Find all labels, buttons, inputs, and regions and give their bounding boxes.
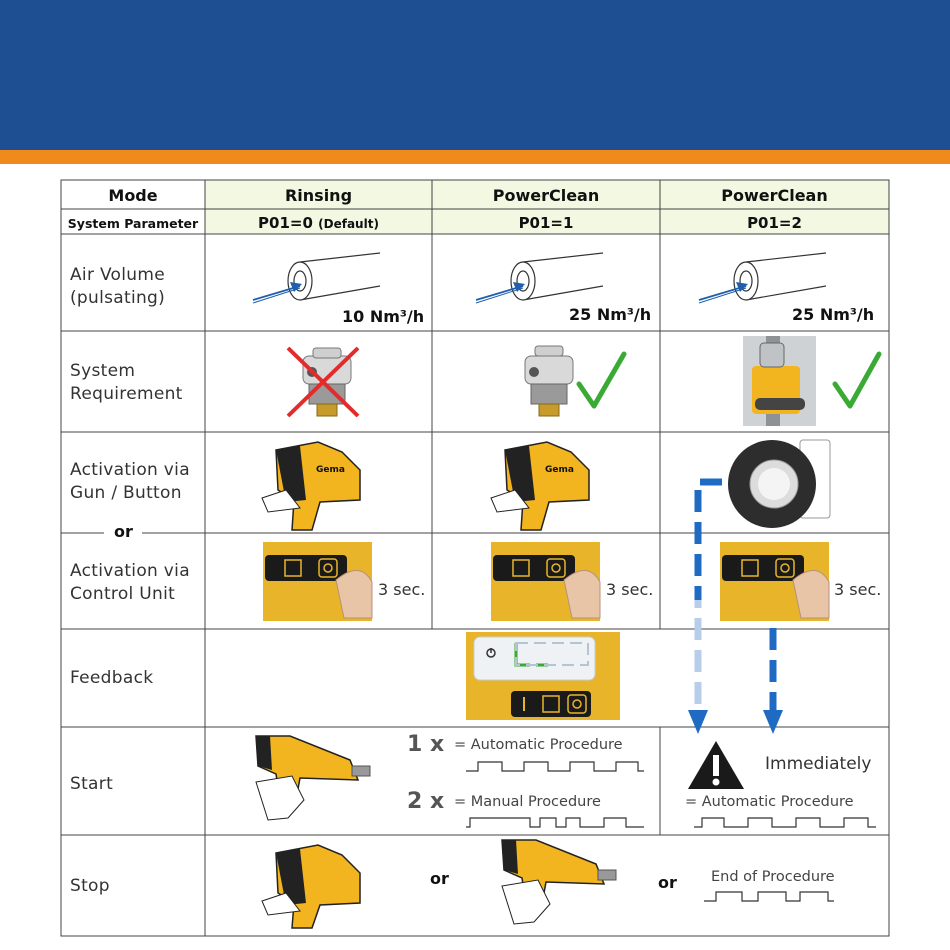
- stop-end-text: End of Procedure: [711, 869, 835, 885]
- start-automatic-text: = Automatic Procedure: [685, 794, 854, 810]
- check-icon: [579, 354, 624, 406]
- gun-brand-label-2: Gema: [545, 465, 574, 475]
- pipe-illustration-1: [253, 253, 380, 303]
- valve-illustration-1: [303, 348, 351, 416]
- pulse-wave-automatic: [466, 762, 644, 771]
- duration-col1: 3 sec.: [378, 580, 426, 599]
- row-label-activation-control: Activation via Control Unit: [70, 561, 190, 604]
- start-immediately: Immediately: [765, 754, 872, 774]
- gun-brand-label-1: Gema: [316, 465, 345, 475]
- spray-gun-illustration-stop: [502, 840, 616, 924]
- row-label-feedback: Feedback: [70, 668, 154, 688]
- parameter-col2: P01=1: [518, 214, 574, 232]
- dashed-arrow-dark: [763, 628, 783, 734]
- start-once-text: = Automatic Procedure: [454, 737, 623, 753]
- air-volume-col2: 25 Nm³/h: [569, 305, 652, 324]
- control-panel-1: [263, 542, 372, 621]
- header-powerclean-1: PowerClean: [492, 186, 600, 205]
- feedback-display: [466, 632, 620, 720]
- pulse-wave-immediate: [694, 818, 876, 827]
- pulse-wave-end: [704, 892, 834, 901]
- parameter-col1: [205, 214, 432, 232]
- or-separator: or: [114, 522, 133, 541]
- row-label-start: Start: [70, 774, 114, 794]
- control-panel-2: [491, 542, 600, 621]
- check-icon: [835, 354, 879, 406]
- parameter-col1-note: (Default): [318, 217, 379, 231]
- air-volume-col1: 10 Nm³/h: [342, 307, 425, 326]
- header-rinsing: Rinsing: [284, 186, 353, 205]
- pipe-illustration-3: [699, 253, 826, 303]
- row-label-stop: Stop: [70, 876, 110, 896]
- warning-icon: [688, 741, 744, 789]
- dashed-arrow-light: [688, 482, 722, 734]
- row-label-air-volume: Air Volume (pulsating): [70, 265, 166, 308]
- control-panel-3: [720, 542, 829, 621]
- header-mode: Mode: [108, 186, 158, 205]
- row-label-system-requirement: System Requirement: [70, 361, 183, 404]
- gun-button-illustration-1: [262, 442, 360, 530]
- system-parameter-label: System Parameter: [67, 216, 199, 231]
- air-volume-col3: 25 Nm³/h: [792, 305, 875, 324]
- valve-illustration-2: [525, 346, 573, 416]
- stop-or-2: or: [658, 873, 677, 892]
- start-twice-text: = Manual Procedure: [454, 794, 601, 810]
- start-once: 1 x: [407, 732, 445, 757]
- row-label-activation-gun: Activation via Gun / Button: [70, 460, 190, 503]
- gun-button-illustration-2: [491, 442, 589, 530]
- duration-col2: 3 sec.: [606, 580, 654, 599]
- gun-button-illustration-stop: [262, 845, 360, 928]
- remote-button-illustration: [728, 440, 830, 528]
- parameter-col1-value: P01=0: [258, 214, 313, 232]
- pulse-wave-manual: [466, 818, 644, 827]
- pipe-illustration-2: [476, 253, 603, 303]
- stop-or-1: or: [430, 869, 449, 888]
- mounted-unit-photo: [743, 336, 816, 426]
- header-powerclean-2: PowerClean: [721, 186, 828, 205]
- start-twice: 2 x: [407, 789, 445, 814]
- duration-col3: 3 sec.: [834, 580, 882, 599]
- spray-gun-illustration-start: [256, 736, 370, 820]
- parameter-col3: P01=2: [747, 214, 802, 232]
